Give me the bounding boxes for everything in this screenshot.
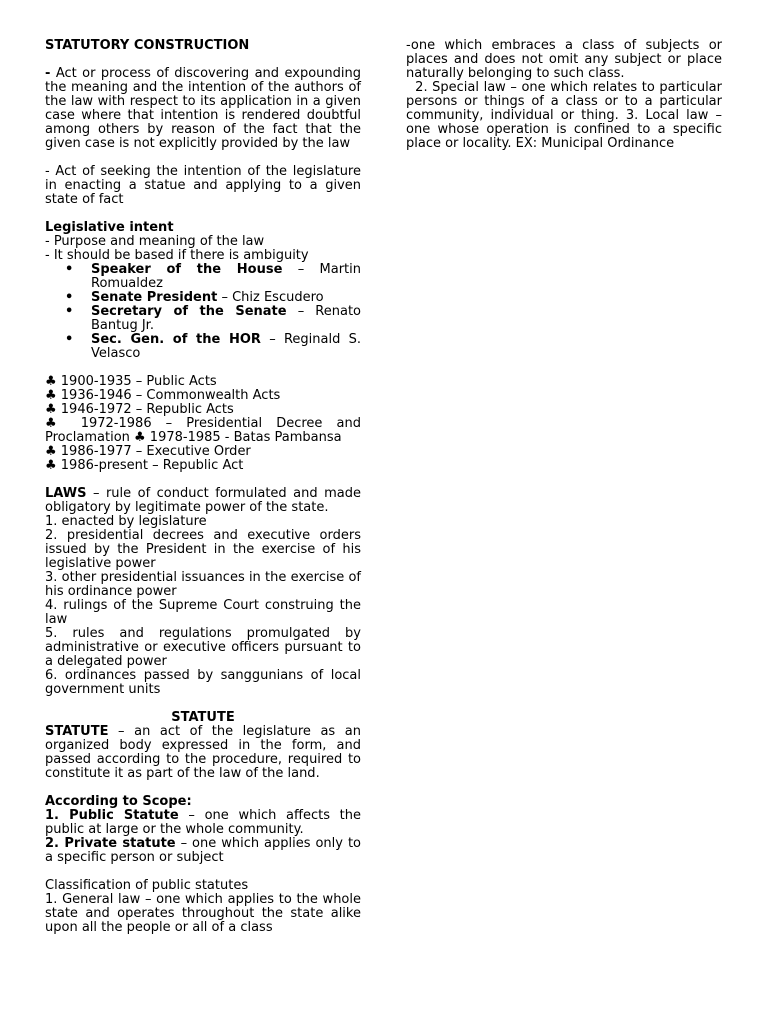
official-item xyxy=(45,291,361,305)
laws-term: LAWS xyxy=(45,486,87,501)
era-line: ♣ 1936-1946 – Commonwealth Acts xyxy=(45,388,281,403)
statute-term: STATUTE xyxy=(45,724,109,739)
club-icon: ♣ xyxy=(45,444,57,459)
laws-item: 5. rules and regulations promulgated by administrative or executive officers pursuant to a delegated power xyxy=(45,626,361,669)
laws-item: 3. other presidential issuances in the exercise of his ordinance power xyxy=(45,570,361,599)
legislative-intent-heading: Legislative intent xyxy=(45,220,174,235)
right-column xyxy=(406,38,727,151)
official-role: Secretary of the Senate xyxy=(91,304,287,319)
club-icon: ♣ xyxy=(134,430,146,445)
era-line: ♣ 1946-1972 – Republic Acts xyxy=(45,402,234,417)
private-statute: 2. Private statute – one which applies only to a specific person or subject xyxy=(45,836,361,865)
public-statute: 1. Public Statute – one which affects the public at large or the whole community. xyxy=(45,808,362,837)
definition-dash: - xyxy=(45,66,51,81)
legislative-intent-line-2: - It should be based if there is ambiguity xyxy=(45,248,309,263)
official-item xyxy=(45,263,361,291)
club-icon: ♣ xyxy=(45,374,57,389)
official-name: – Reginald S. Velasco xyxy=(91,332,361,361)
laws-definition: LAWS – rule of conduct formulated and made obligatory by legitimate power of the state. xyxy=(45,486,361,515)
classification-heading: Classification of public statutes xyxy=(45,878,249,893)
public-statute-term: 1. Public Statute xyxy=(45,808,179,823)
private-statute-term: 2. Private statute xyxy=(45,836,176,851)
era-line: ♣ 1986-1977 – Executive Order xyxy=(45,444,251,459)
bullet-icon: • xyxy=(65,290,74,305)
official-item xyxy=(45,305,361,333)
era-line: ♣ 1900-1935 – Public Acts xyxy=(45,374,217,389)
club-icon: ♣ xyxy=(45,416,67,431)
official-item xyxy=(45,333,361,361)
laws-item: 4. rulings of the Supreme Court construing the law xyxy=(45,598,361,627)
club-icon: ♣ xyxy=(45,388,57,403)
bullet-icon: • xyxy=(65,332,74,347)
officials-list xyxy=(45,263,361,361)
statute-definition: STATUTE – an act of the legislature as an organized body expressed in the form, and passed according to the procedure, required to constitute it as part of the law of the land. xyxy=(45,724,361,781)
club-icon: ♣ xyxy=(45,402,57,417)
left-column xyxy=(45,39,361,935)
special-and-local-law: 2. Special law – one which relates to particular persons or things of a class or to a particular community, individual or thing. 3. Local law – one whose operation is confined to a specific place or locality. EX: Municipal Ordinance xyxy=(406,80,727,151)
club-icon: ♣ xyxy=(45,458,57,473)
general-law-continuation: -one which embraces a class of subjects or places and does not omit any subject or place naturally belonging to such class. xyxy=(406,38,722,81)
official-name: – Chiz Escudero xyxy=(217,290,324,305)
official-name: – Martin Romualdez xyxy=(91,262,361,291)
laws-item: 2. presidential decrees and executive orders issued by the President in the exercise of his legislative power xyxy=(45,528,361,571)
official-role: Speaker of the House xyxy=(91,262,283,277)
definition-2: - Act of seeking the intention of the legislature in enacting a statue and applying to a given state of fact xyxy=(45,164,361,207)
statute-heading: STATUTE xyxy=(171,710,235,725)
bullet-icon: • xyxy=(65,304,74,319)
definition-1 xyxy=(45,67,361,151)
era-line: ♣ 1986-present – Republic Act xyxy=(45,458,244,473)
official-role: Senate President xyxy=(91,290,218,305)
official-name: – Renato Bantug Jr. xyxy=(91,304,361,333)
scope-heading: According to Scope: xyxy=(45,794,192,809)
general-law: 1. General law – one which applies to the whole state and operates throughout the state alike upon all the people or all of a class xyxy=(45,892,361,935)
era-line: ♣ 1972-1986 – Presidential Decree and Proclamation ♣ 1978-1985 - Batas Pambansa xyxy=(45,416,361,445)
legislative-intent-line-1: - Purpose and meaning of the law xyxy=(45,234,265,249)
laws-item: 1. enacted by legislature xyxy=(45,514,207,529)
bullet-icon: • xyxy=(65,262,74,277)
definition-1-text: Act or process of discovering and expounding the meaning and the intention of the authors of the law with respect to its application in a given case where that intention is rendered doubtful among others by reason of the fact that the given case is not explicitly provided by the law xyxy=(45,66,361,151)
laws-item: 6. ordinances passed by sanggunians of local government units xyxy=(45,668,361,697)
official-role: Sec. Gen. of the HOR xyxy=(91,332,261,347)
document-title: STATUTORY CONSTRUCTION xyxy=(45,38,250,53)
